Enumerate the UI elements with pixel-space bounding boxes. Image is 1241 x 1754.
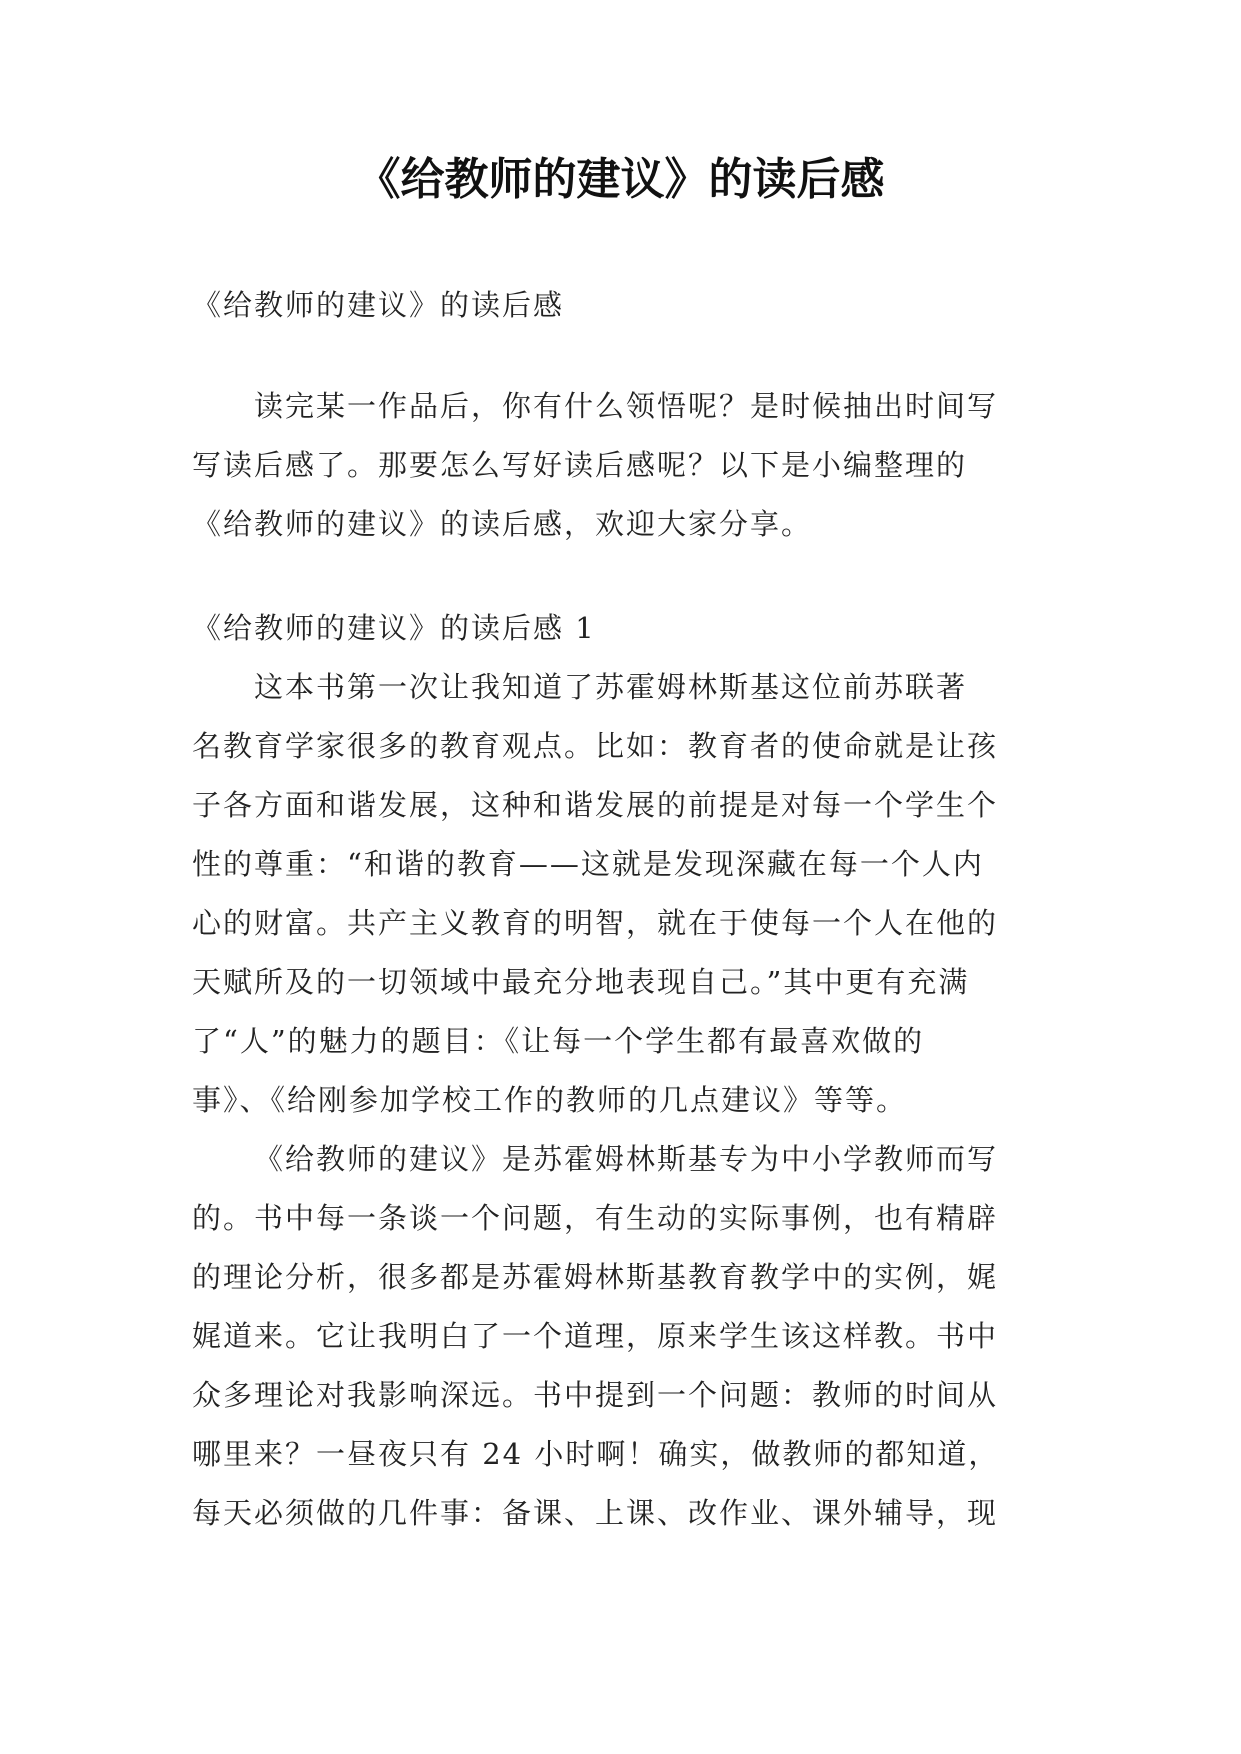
paragraph-line: 心的财富。共产主义教育的明智，就在于使每一个人在他的 xyxy=(192,906,999,940)
paragraph-line: 性的尊重：“和谐的教育——这就是发现深藏在每一个人内 xyxy=(192,847,984,881)
paragraph-line: 每天必须做的几件事：备课、上课、改作业、课外辅导，现 xyxy=(192,1496,999,1530)
paragraph-line: 哪里来？一昼夜只有 24 小时啊！确实，做教师的都知道， xyxy=(192,1437,1000,1471)
spacer xyxy=(192,335,1054,377)
paragraph-line: 娓道来。它让我明白了一个道理，原来学生该这样教。书中 xyxy=(192,1319,999,1353)
paragraph-line: 子各方面和谐发展，这种和谐发展的前提是对每一个学生个 xyxy=(192,788,999,822)
document-body xyxy=(192,288,1054,1543)
paragraph-line: 事》、《给刚参加学校工作的教师的几点建议》等等。 xyxy=(192,1083,908,1117)
intro-line: 《给教师的建议》的读后感，欢迎大家分享。 xyxy=(192,507,813,541)
spacer xyxy=(192,554,1054,599)
section-heading: 《给教师的建议》的读后感 1 xyxy=(192,611,596,645)
intro-line: 写读后感了。那要怎么写好读后感呢？以下是小编整理的 xyxy=(192,448,968,482)
paragraph-line: 《给教师的建议》是苏霍姆林斯基专为中小学教师而写 xyxy=(254,1142,999,1176)
paragraph-line: 的。书中每一条谈一个问题，有生动的实际事例，也有精辟 xyxy=(192,1201,999,1235)
paragraph-line: 众多理论对我影响深远。书中提到一个问题：教师的时间从 xyxy=(192,1378,999,1412)
paragraph-line: 了“人”的魅力的题目：《让每一个学生都有最喜欢做的 xyxy=(192,1024,925,1058)
paragraph-line: 的理论分析，很多都是苏霍姆林斯基教育教学中的实例，娓 xyxy=(192,1260,999,1294)
paragraph-line: 天赋所及的一切领域中最充分地表现自己。”其中更有充满 xyxy=(192,965,970,999)
intro-line: 读完某一作品后，你有什么领悟呢？是时候抽出时间写 xyxy=(254,389,999,423)
paragraph-line: 这本书第一次让我知道了苏霍姆林斯基这位前苏联著 xyxy=(254,670,968,704)
page-title: 《给教师的建议》的读后感 xyxy=(356,154,885,205)
document-subtitle: 《给教师的建议》的读后感 xyxy=(192,288,565,322)
paragraph-line: 名教育学家很多的教育观点。比如：教育者的使命就是让孩 xyxy=(192,729,999,763)
